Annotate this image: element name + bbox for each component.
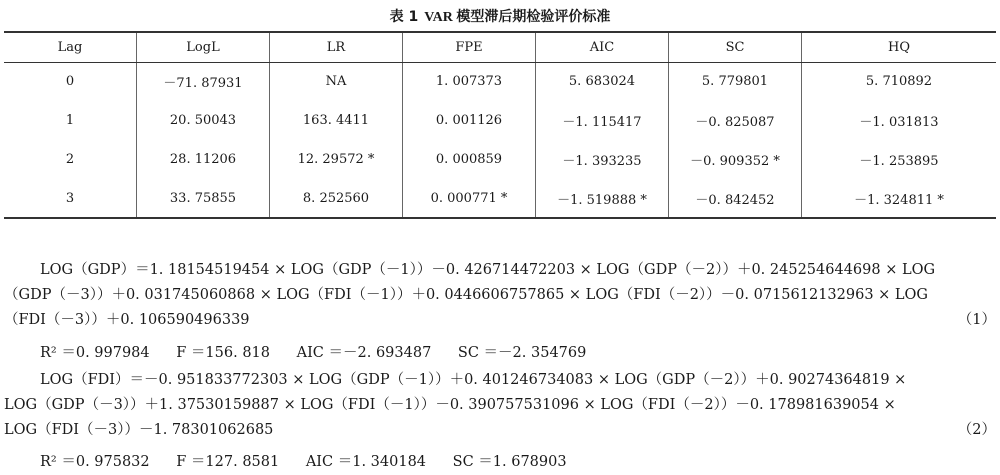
equation-line: （GDP（－3））＋0. 031745060868 × LOG（FDI（－1））＋0. 0446606757865 × LOG（FDI（－2））－0. 0715612132963 × LOG [4,287,929,303]
table-cell: 8. 252560 [270,179,403,218]
table-cell: －0. 842452 [669,179,802,218]
table-cell: 12. 29572 * [270,140,403,179]
r-squared: R² ＝0. 997984 [40,345,150,361]
equation-text: LOG（FDI（－3））－1. 78301062685 [4,422,274,438]
equation-number: （1） [957,312,996,328]
lag-criteria-table [4,31,996,219]
table-caption [0,6,1000,26]
table-cell: 5. 710892 [865,74,933,90]
r-squared: R² ＝0. 975832 [40,454,150,470]
aic-value: AIC ＝1. 340184 [305,454,427,470]
col-header-logl: LogL [137,32,270,62]
equation-line [4,308,996,333]
equation-2-stats [40,452,589,472]
table-cell: NA [270,62,403,101]
table-cell: 33. 75855 [137,179,270,218]
f-statistic: F ＝156. 818 [176,345,270,361]
table-cell: 5. 683024 [536,62,669,101]
table-cell: 0. 000771 * [403,179,536,218]
table-cell: 2 [4,140,137,179]
aic-value: AIC ＝－2. 693487 [296,345,432,361]
table-cell: 3 [4,179,137,218]
sc-value: SC ＝1. 678903 [452,454,567,470]
equation-number: （2） [957,422,996,438]
equation-1-stats [40,343,608,363]
f-statistic: F ＝127. 8581 [176,454,280,470]
table-cell: 1 [4,101,137,140]
equation-text: （FDI（－3））＋0. 106590496339 [4,312,250,328]
equation-1 [4,258,996,333]
table-cell: 1. 007373 [403,62,536,101]
equation-2 [4,368,996,443]
table-cell: －1. 253895 [859,154,939,169]
table-cell: －1. 393235 [536,140,669,179]
table-row [4,140,996,179]
table-cell: －1. 031813 [859,115,939,130]
table-cell: 5. 779801 [669,62,802,101]
equation-line: LOG（GDP）＝1. 18154519454 × LOG（GDP（－1））－0. 426714472203 × LOG（GDP（－2））＋0. 245254644698 × LOG [40,262,936,278]
col-header-lag: Lag [4,32,137,62]
col-header-fpe: FPE [403,32,536,62]
table-cell: －1. 115417 [536,101,669,140]
table-cell: －71. 87931 [137,62,270,101]
col-header-aic: AIC [536,32,669,62]
table-cell: 20. 50043 [137,101,270,140]
table-cell: －0. 825087 [669,101,802,140]
table-row [4,101,996,140]
table-cell: 0. 001126 [403,101,536,140]
table-cell: 28. 11206 [137,140,270,179]
equation-line: LOG（GDP（－3））＋1. 37530159887 × LOG（FDI（－1））－0. 390757531096 × LOG（FDI（－2））－0. 178981639054 × [4,397,896,413]
table-title: VAR 模型滞后期检验评价标准 [424,10,611,25]
table-cell: 0. 000859 [403,140,536,179]
table-row [4,62,996,101]
table-row [4,179,996,218]
table-cell: －1. 519888 * [536,179,669,218]
equation-line: LOG（FDI）＝－0. 951833772303 × LOG（GDP（－1））＋0. 401246734083 × LOG（GDP（－2））＋0. 90274364819 × [40,372,907,388]
sc-value: SC ＝－2. 354769 [457,345,587,361]
equation-line [4,418,996,443]
col-header-hq: HQ [802,32,997,62]
table-header-row [4,32,996,62]
table-number: 表 1 [389,9,419,25]
table-cell: 0 [4,62,137,101]
col-header-lr: LR [270,32,403,62]
table-cell: －1. 324811 * [802,179,997,218]
table-cell: －0. 909352 * [669,140,802,179]
col-header-sc: SC [669,32,802,62]
table-cell: 163. 4411 [270,101,403,140]
